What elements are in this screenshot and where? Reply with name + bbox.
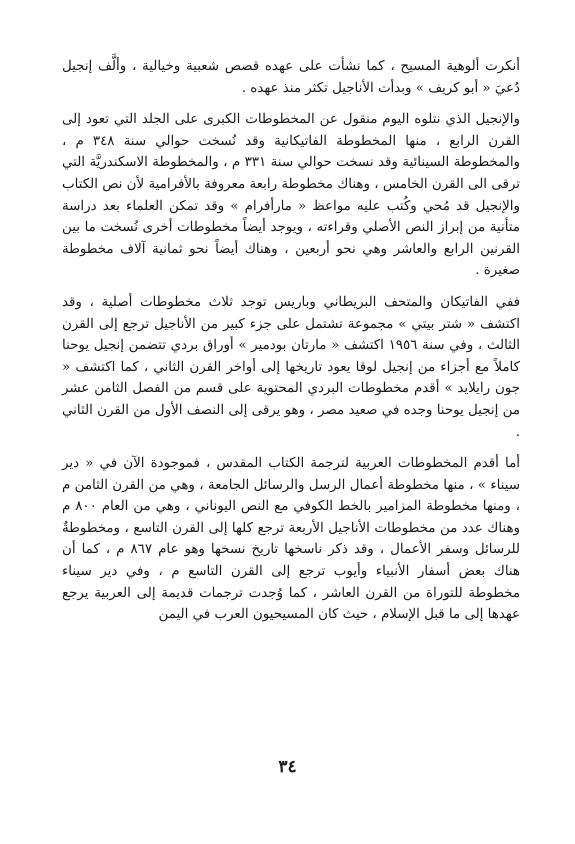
page-number: ٣٤ — [278, 757, 297, 777]
paragraph-2: والإنجيل الذي نتلوه اليوم منقول عن المخطوطات الكبرى على الجلد التي تعود إلى القرن الرابع ، منها المخطوطة الفاتيكانية وقد نُسخت حوالي سنة ٣٤٨ م ، والمخطوطة السينائية وقد نسخت حوالي سنة ٣٣١ م ، والمخطوطة الاسكندريَّة التي ترقى الى القرن الخامس ، وهناك مخطوطة رابعة معروفة بالأفرامية لأن نص الكتاب والإنجيل قد مُحي وكُتب عليه مواعظ « مارأفرام » وقد تمكن العلماء بعد دراسة متأنية من إبراز النص الأصلي وقراءته ، ويوجد أيضاً مخطوطات أخرى نُسخت ما بين القرنين الرابع والعاشر وهي نحو أربعين ، وهناك أيضاً نحو ثمانية آلاف مخطوطة صغيرة . — [62, 112, 521, 279]
paragraph-1: أنكرت ألوهية المسيح ، كما نشأت على عهده قصص شعبية وخيالية ، وألَّف إنجيل دُعيَ « أبو كريف » وبدأت الأناجيل تكثر منذ عهده . — [62, 59, 520, 96]
paragraph-3: ففي الفاتيكان والمتحف البريطاني وباريس توجد ثلاث مخطوطات أصلية ، وقد اكتشف « شتر بيتي » مجموعة تشتمل على جزء كبير من الأناجيل ترجع إلى القرن الثالث ، وفي سنة ١٩٥٦ اكتشف « مارتان بودمير » أوراق بردي تتضمن إنجيل يوحنا كاملاً مع أجزاء من إنجيل لوقا يعود تاريخها إلى أواخر القرن الثاني ، كما اكتشف « جون رايلايد » أقدم مخطوطات البردي المحتوية على قسم من الفصل الثامن عشر من إنجيل يوحنا وجده في صعيد مصر ، وهو يرقى إلى النصف الأول من القرن الثاني . — [62, 294, 520, 440]
paragraph-4: أما أقدم المخطوطات العربية لترجمة الكتاب المقدس ، فموجودة الآن في « دير سيناء » ، منها مخطوطة أعمال الرسل والرسائل الجامعة ، وهي من القرن الثامن م ، ومنها مخطوطة المزامير بالخط الكوفي مع النص اليوناني ، وهي من العام ٨٠٠ م وهناك عدد من مخطوطات الأناجيل الأربعة ترجع كلها إلى القرن التاسع ، ومخطوطةٌ للرسائل وسفر الأعمال ، وقد ذكر ناسخها تاريخ نسخها وهو عام ٨٦٧ م ، كما أن هناك بعض أسفار الأنبياء وأيوب ترجع إلى القرن التاسع م ، وفي دير سيناء مخطوطة للتوراة من القرن العاشر ، كما وُجدت ترجمات قديمة إلى العربية يرجع عهدها إلى ما قبل الإسلام ، حيث كان المسيحيون العرب في اليمن — [62, 456, 521, 623]
page-body — [62, 56, 520, 626]
